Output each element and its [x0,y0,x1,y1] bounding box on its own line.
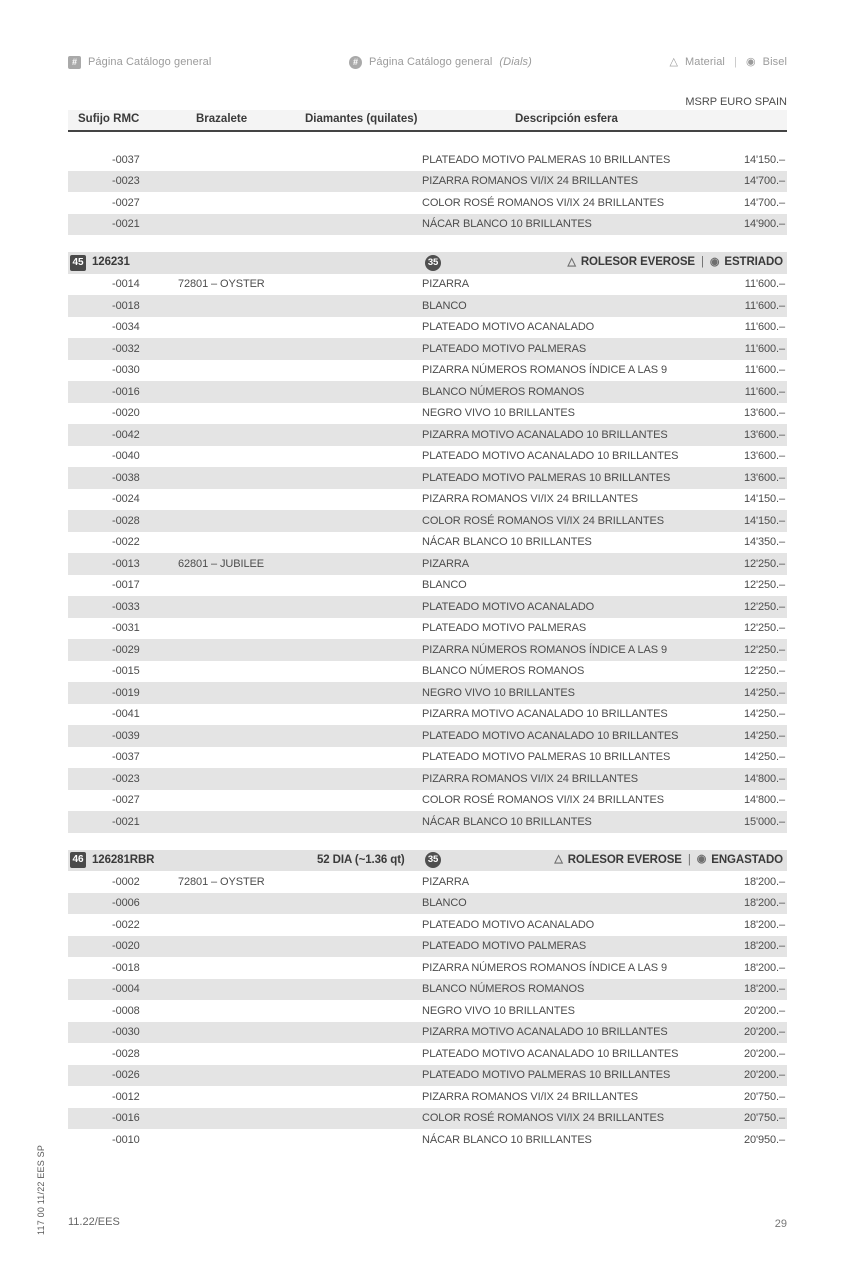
price-cell: 18'200.– [743,918,785,931]
material-bezel-separator: | [700,256,704,268]
price-cell: 14'250.– [743,708,785,721]
price-cell: 20'200.– [743,1069,785,1082]
material-bezel-separator: | [687,853,691,866]
size-badge: 35 [425,852,441,868]
rmc-suffix-cell: -0018 [112,961,140,974]
catalog-dials-page-label: Página Catálogo general [369,56,493,68]
column-header-bracelet: Brazalete [196,113,248,125]
dials-suffix-label: (Dials) [499,56,532,68]
rmc-suffix-cell: -0030 [112,364,140,377]
table-row [68,338,787,360]
table-row [68,1000,787,1022]
dial-description-cell: PIZARRA NÚMEROS ROMANOS ÍNDICE A LAS 9 [422,961,667,974]
table-row [68,403,787,425]
table-row [68,214,787,236]
hash-circle-icon: # [349,56,362,69]
bezel-icon: ◉ [709,255,720,268]
price-cell: 11'600.– [744,364,785,377]
price-cell: 13'600.– [743,428,785,441]
table-row [68,790,787,812]
rmc-suffix-cell: -0039 [112,729,140,742]
hash-square-icon: # [68,56,81,69]
column-header-diamonds: Diamantes (quilates) [305,113,418,125]
price-cell: 15'000.– [743,815,785,828]
dial-description-cell: PLATEADO MOTIVO PALMERAS 10 BRILLANTES [422,153,671,166]
rmc-suffix-cell: -0027 [112,794,140,807]
dial-description-cell: COLOR ROSÉ ROMANOS VI/IX 24 BRILLANTES [422,514,664,527]
dial-description-cell: PIZARRA ROMANOS VI/IX 24 BRILLANTES [422,772,638,785]
dial-description-cell: PLATEADO MOTIVO ACANALADO [422,321,595,334]
dial-description-cell: PLATEADO MOTIVO PALMERAS [422,342,587,355]
table-row [68,596,787,618]
price-cell: 13'600.– [743,471,785,484]
dial-description-cell: PIZARRA NÚMEROS ROMANOS ÍNDICE A LAS 9 [422,364,667,377]
dial-description-cell: PLATEADO MOTIVO PALMERAS 10 BRILLANTES [422,751,671,764]
price-cell: 14'150.– [743,153,785,166]
table-row [68,360,787,382]
dial-description-cell: COLOR ROSÉ ROMANOS VI/IX 24 BRILLANTES [422,1112,664,1125]
table-row [68,553,787,575]
bezel-icon: ◉ [745,55,756,68]
rmc-suffix-cell: -0032 [112,342,140,355]
rmc-suffix-cell: -0006 [112,897,140,910]
dial-description-cell: PLATEADO MOTIVO ACANALADO 10 BRILLANTES [422,729,679,742]
price-cell: 11'600.– [744,299,785,312]
table-row [68,532,787,554]
dial-description-cell: PLATEADO MOTIVO PALMERAS 10 BRILLANTES [422,1069,671,1082]
rmc-suffix-cell: -0037 [112,751,140,764]
price-cell: 18'200.– [743,983,785,996]
bezel-label: ENGASTADO [711,853,783,866]
price-cell: 18'200.– [743,897,785,910]
rmc-suffix-cell: -0021 [112,815,140,828]
size-badge: 35 [425,255,441,271]
price-cell: 11'600.– [744,278,785,291]
column-header-suffix: Sufijo RMC [78,113,140,125]
header-rule [68,130,787,132]
table-row [68,446,787,468]
price-cell: 20'750.– [743,1090,785,1103]
price-cell: 14'700.– [743,175,785,188]
table-row [68,768,787,790]
table-row [68,1108,787,1130]
material-label: ROLESOR EVEROSE [567,853,682,866]
rmc-suffix-cell: -0034 [112,321,140,334]
rmc-suffix-cell: -0023 [112,175,140,188]
legend-group [669,56,787,68]
rmc-suffix-cell: -0012 [112,1090,140,1103]
dial-description-cell: PLATEADO MOTIVO ACANALADO [422,600,595,613]
dial-description-cell: PIZARRA [422,278,469,291]
rmc-suffix-cell: -0008 [112,1004,140,1017]
price-cell: 14'250.– [743,751,785,764]
price-cell: 20'950.– [743,1133,785,1146]
table-row [68,1065,787,1087]
dial-description-cell: COLOR ROSÉ ROMANOS VI/IX 24 BRILLANTES [422,794,664,807]
print-reference-vertical: 117 00 11/22 EES SP [36,1144,46,1235]
dial-description-cell: PIZARRA ROMANOS VI/IX 24 BRILLANTES [422,1090,638,1103]
material-icon: △ [554,853,563,865]
price-cell: 14'150.– [743,514,785,527]
dial-description-cell: PIZARRA NÚMEROS ROMANOS ÍNDICE A LAS 9 [422,643,667,656]
dial-description-cell: NEGRO VIVO 10 BRILLANTES [422,407,575,420]
table-row [68,725,787,747]
rmc-suffix-cell: -0015 [112,665,140,678]
table-row [68,957,787,979]
dial-description-cell: PIZARRA ROMANOS VI/IX 24 BRILLANTES [422,175,638,188]
bezel-label: ESTRIADO [724,256,783,268]
dial-description-cell: PLATEADO MOTIVO ACANALADO [422,918,595,931]
price-cell: 20'200.– [743,1047,785,1060]
rmc-suffix-cell: -0030 [112,1026,140,1039]
dial-description-cell: NEGRO VIVO 10 BRILLANTES [422,686,575,699]
price-cell: 18'200.– [743,940,785,953]
dial-description-cell: PLATEADO MOTIVO PALMERAS [422,622,587,635]
price-cell: 14'250.– [743,686,785,699]
bracelet-cell: 72801 – OYSTER [178,278,265,291]
price-cell: 12'250.– [743,643,785,656]
table-row [68,1129,787,1151]
price-cell: 14'250.– [743,729,785,742]
table-row [68,489,787,511]
rmc-suffix-cell: -0017 [112,579,140,592]
price-cell: 14'900.– [743,218,785,231]
section-number-badge: 45 [70,255,86,271]
price-header-line1: MSRP EURO SPAIN [685,96,787,108]
rmc-suffix-cell: -0010 [112,1133,140,1146]
table-row [68,467,787,489]
bracelet-cell: 62801 – JUBILEE [178,557,264,570]
rmc-suffix-cell: -0002 [112,875,140,888]
price-cell: 14'800.– [743,772,785,785]
rmc-suffix-cell: -0016 [112,385,140,398]
dial-description-cell: BLANCO NÚMEROS ROMANOS [422,385,585,398]
dial-description-cell: PIZARRA MOTIVO ACANALADO 10 BRILLANTES [422,708,668,721]
rmc-suffix-cell: -0021 [112,218,140,231]
price-cell: 20'200.– [743,1004,785,1017]
price-cell: 11'600.– [744,321,785,334]
table-row [68,618,787,640]
section-header-row [68,252,787,274]
rmc-number: 126281RBR [92,853,155,866]
price-cell: 14'350.– [743,536,785,549]
rmc-suffix-cell: -0041 [112,708,140,721]
dial-description-cell: PIZARRA ROMANOS VI/IX 24 BRILLANTES [422,493,638,506]
rmc-suffix-cell: -0033 [112,600,140,613]
rmc-suffix-cell: -0042 [112,428,140,441]
rmc-suffix-cell: -0026 [112,1069,140,1082]
rmc-suffix-cell: -0018 [112,299,140,312]
table-row [68,704,787,726]
table-row [68,575,787,597]
price-cell: 14'800.– [743,794,785,807]
table-row [68,1086,787,1108]
price-cell: 20'200.– [743,1026,785,1039]
price-cell: 13'600.– [743,407,785,420]
rmc-suffix-cell: -0024 [112,493,140,506]
table-row [68,914,787,936]
rmc-suffix-cell: -0022 [112,536,140,549]
table-row [68,317,787,339]
diamonds-spec: 52 DIA (~1.36 qt) [317,853,405,866]
price-cell: 12'250.– [743,557,785,570]
rmc-suffix-cell: -0013 [112,557,140,570]
table-row [68,747,787,769]
bracelet-cell: 72801 – OYSTER [178,875,265,888]
price-cell: 20'750.– [743,1112,785,1125]
section-header-row [68,850,787,872]
table-row [68,1043,787,1065]
page-header [68,53,787,71]
table-row [68,871,787,893]
dial-description-cell: NÁCAR BLANCO 10 BRILLANTES [422,536,592,549]
material-bezel-group [567,256,783,268]
rmc-suffix-cell: -0031 [112,622,140,635]
dial-description-cell: NEGRO VIVO 10 BRILLANTES [422,1004,575,1017]
bezel-icon: ◉ [696,853,707,865]
table-row [68,936,787,958]
rmc-suffix-cell: -0029 [112,643,140,656]
table-row [68,149,787,171]
price-cell: 12'250.– [743,579,785,592]
price-cell: 12'250.– [743,665,785,678]
table-row [68,661,787,683]
bezel-legend-label: Bisel [762,56,787,68]
rmc-suffix-cell: -0016 [112,1112,140,1125]
rmc-suffix-cell: -0020 [112,407,140,420]
table-row [68,171,787,193]
dial-description-cell: PLATEADO MOTIVO ACANALADO 10 BRILLANTES [422,450,679,463]
dial-description-cell: BLANCO [422,579,467,592]
footer-edition: 11.22/EES [68,1216,120,1228]
dial-description-cell: BLANCO NÚMEROS ROMANOS [422,983,585,996]
dial-description-cell: COLOR ROSÉ ROMANOS VI/IX 24 BRILLANTES [422,196,664,209]
material-legend-label: Material [685,56,725,68]
rmc-suffix-cell: -0040 [112,450,140,463]
price-cell: 18'200.– [743,875,785,888]
legend-separator: | [733,56,737,68]
table-row [68,295,787,317]
price-cell: 18'200.– [743,961,785,974]
price-cell: 14'700.– [743,196,785,209]
table-row [68,893,787,915]
rmc-suffix-cell: -0028 [112,514,140,527]
price-cell: 12'250.– [743,600,785,613]
price-cell: 11'600.– [744,342,785,355]
table-row [68,192,787,214]
table-row [68,381,787,403]
dial-description-cell: NÁCAR BLANCO 10 BRILLANTES [422,218,592,231]
rmc-suffix-cell: -0038 [112,471,140,484]
rmc-suffix-cell: -0028 [112,1047,140,1060]
rmc-suffix-cell: -0023 [112,772,140,785]
table-row [68,979,787,1001]
section-number-badge: 46 [70,852,86,868]
table-row [68,639,787,661]
rmc-suffix-cell: -0019 [112,686,140,699]
page-number: 29 [774,1218,787,1230]
table-row [68,424,787,446]
rmc-number: 126231 [92,256,130,268]
column-headers [68,110,787,130]
table-row [68,274,787,296]
material-icon: △ [669,55,679,68]
dial-description-cell: PIZARRA [422,557,469,570]
price-table-body [68,149,787,1151]
table-row [68,811,787,833]
material-icon: △ [567,255,576,268]
material-bezel-group [554,854,783,866]
dial-description-cell: NÁCAR BLANCO 10 BRILLANTES [422,1133,592,1146]
dial-description-cell: PIZARRA MOTIVO ACANALADO 10 BRILLANTES [422,1026,668,1039]
rmc-suffix-cell: -0037 [112,153,140,166]
price-cell: 12'250.– [743,622,785,635]
dial-description-cell: BLANCO NÚMEROS ROMANOS [422,665,585,678]
rmc-suffix-cell: -0022 [112,918,140,931]
dial-description-cell: PLATEADO MOTIVO PALMERAS [422,940,587,953]
dial-description-cell: BLANCO [422,897,467,910]
table-row [68,682,787,704]
column-header-dial: Descripción esfera [515,113,618,125]
catalog-page-ref [68,56,211,69]
dial-description-cell: NÁCAR BLANCO 10 BRILLANTES [422,815,592,828]
dial-description-cell: PIZARRA MOTIVO ACANALADO 10 BRILLANTES [422,428,668,441]
catalog-page-label: Página Catálogo general [88,56,212,68]
price-cell: 14'150.– [743,493,785,506]
rmc-suffix-cell: -0004 [112,983,140,996]
rmc-suffix-cell: -0020 [112,940,140,953]
material-label: ROLESOR EVEROSE [580,256,695,268]
dial-description-cell: PIZARRA [422,875,469,888]
table-row [68,510,787,532]
table-row [68,1022,787,1044]
price-cell: 13'600.– [743,450,785,463]
rmc-suffix-cell: -0014 [112,278,140,291]
dial-description-cell: BLANCO [422,299,467,312]
catalog-dials-page-ref [349,56,532,69]
dial-description-cell: PLATEADO MOTIVO ACANALADO 10 BRILLANTES [422,1047,679,1060]
price-cell: 11'600.– [744,385,785,398]
dial-description-cell: PLATEADO MOTIVO PALMERAS 10 BRILLANTES [422,471,671,484]
rmc-suffix-cell: -0027 [112,196,140,209]
